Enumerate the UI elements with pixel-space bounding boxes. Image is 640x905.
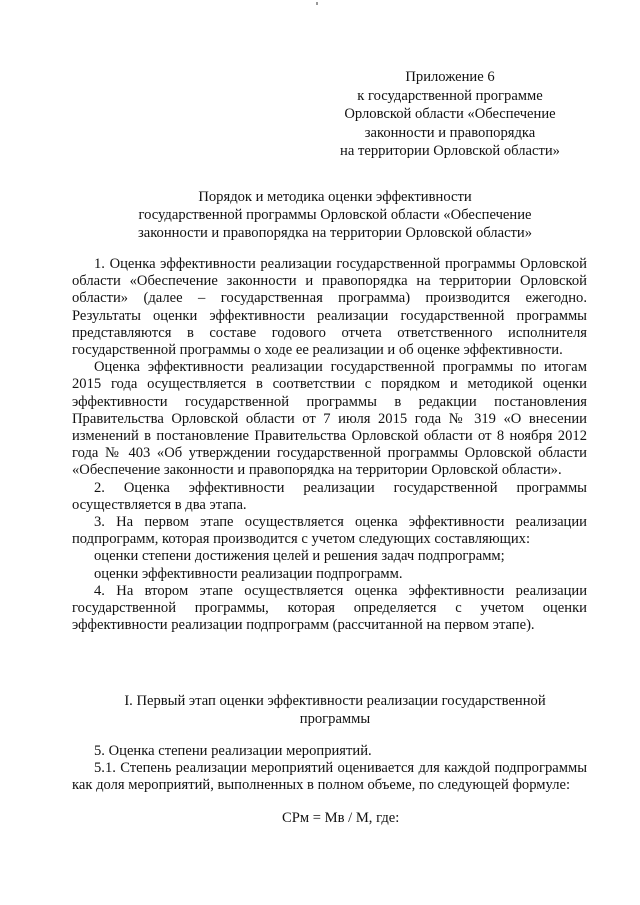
title-line: государственной программы Орловской области «Обеспечение	[138, 207, 532, 223]
section-heading-line: I. Первый этап оценки эффективности реализации государственной	[124, 693, 546, 709]
appendix-line: Приложение 6	[405, 69, 495, 85]
title-line: Порядок и методика оценки эффективности	[198, 189, 472, 205]
formula: СРм = Мв / М, где:	[282, 810, 400, 826]
appendix-line: Орловской области «Обеспечение	[344, 106, 556, 122]
section-heading-line: программы	[299, 711, 371, 727]
paragraph-3: 2. Оценка эффективности реализации государственной программы осуществляется в два этапа.	[72, 479, 587, 513]
paragraph-2: Оценка эффективности реализации государственной программы по итогам 2015 года осуществляется в соответствии с порядком и методикой оценки эффективности государственной программы в редакции постановления Правительства Орловской области от 7 июля 2015 года № 319 «О внесении изменений в постановление Правительства Орловской области от 8 ноября 2012 года № 403 «Об утверждении государственной программы Орловской области «Обеспечение законности и правопорядка на территории Орловской области».	[72, 359, 587, 479]
paragraph-7: 4. На втором этапе осуществляется оценка эффективности реализации государственной программы, которая определяется с учетом оценки эффективности реализации подпрограмм (рассчитанной на первом этапе).	[72, 582, 587, 634]
appendix-line: к государственной программе	[357, 87, 543, 104]
paragraph-5: оценки степени достижения целей и решения задач подпрограмм;	[94, 548, 505, 565]
paragraph-9: 5.1. Степень реализации мероприятий оценивается для каждой подпрограммы как доля мероприятий, выполненных в полном объеме, по следующей формуле:	[72, 760, 587, 794]
paragraph-4: 3. На первом этапе осуществляется оценка эффективности реализации подпрограмм, которая производится с учетом следующих составляющих:	[72, 514, 587, 548]
appendix-line: законности и правопорядка	[364, 124, 536, 141]
body-text	[72, 256, 587, 634]
appendix-header	[300, 68, 600, 161]
section-body	[72, 743, 587, 795]
paragraph-1: 1. Оценка эффективности реализации государственной программы Орловской области «Обеспечение законности и правопорядка на территории Орловской области» (далее – государственная программа) производится ежегодно. Результаты оценки эффективности реализации государственной программы представляются в составе годового отчета ответственного исполнителя государственной программы о ходе ее реализации и об оценке эффективности.	[72, 256, 587, 359]
document-title	[90, 188, 580, 242]
scan-mark	[316, 2, 318, 5]
title-line: законности и правопорядка на территории Орловской области»	[137, 225, 533, 241]
appendix-line: на территории Орловской области»	[340, 143, 560, 159]
section-heading	[90, 692, 580, 728]
paragraph-8: 5. Оценка степени реализации мероприятий.	[94, 743, 372, 759]
paragraph-6: оценки эффективности реализации подпрограмм.	[94, 565, 403, 582]
